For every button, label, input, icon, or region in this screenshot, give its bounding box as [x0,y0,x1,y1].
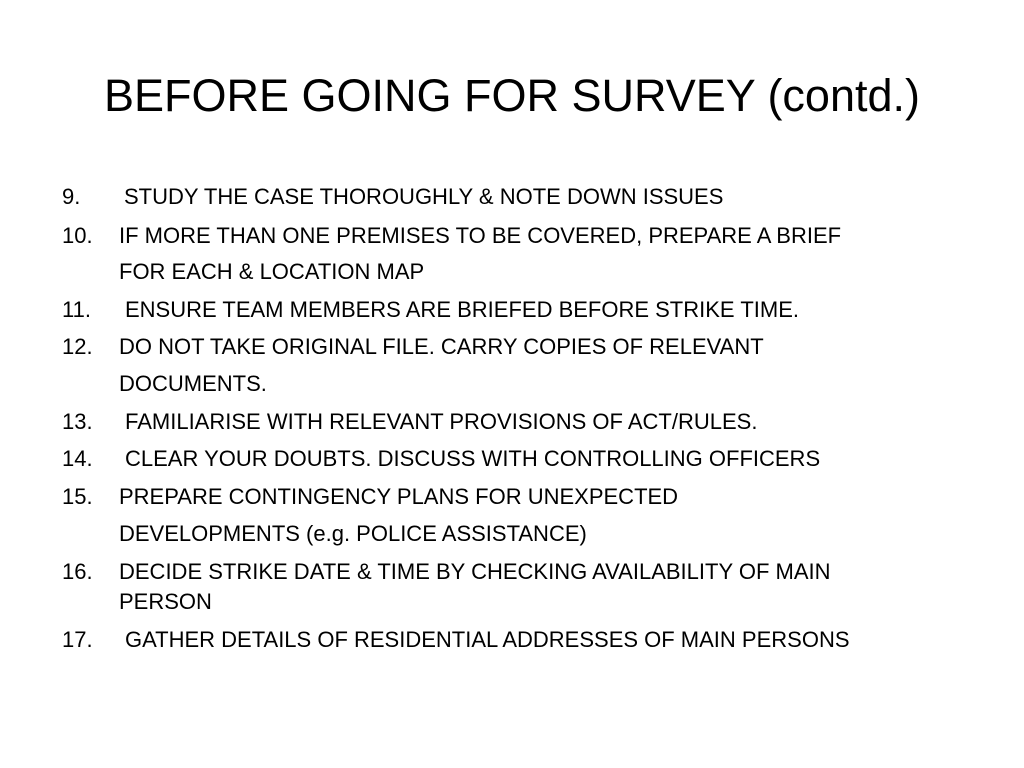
list-item-number: 17. [62,627,93,652]
list-item-text: PERSON [119,589,212,614]
list-item-number: 14. [62,446,93,471]
list-item-text: CLEAR YOUR DOUBTS. DISCUSS WITH CONTROLLING OFFICERS [125,446,821,471]
list-item-text: DEVELOPMENTS (e.g. POLICE ASSISTANCE) [119,521,587,546]
list-item-text: PREPARE CONTINGENCY PLANS FOR UNEXPECTED [119,484,679,509]
list-item-text: STUDY THE CASE THOROUGHLY & NOTE DOWN ISSUES [124,184,724,209]
list-item-text: DOCUMENTS. [119,371,267,396]
slide-title: BEFORE GOING FOR SURVEY (contd.) [103,70,921,121]
list-item-number: 10. [62,223,93,248]
list-item-text: DO NOT TAKE ORIGINAL FILE. CARRY COPIES OF RELEVANT [119,334,764,359]
list-item-number: 15. [62,484,93,509]
list-item-number: 13. [62,409,93,434]
list-item-number: 11. [62,297,91,322]
list-item-number: 12. [62,334,93,359]
list-item-text: GATHER DETAILS OF RESIDENTIAL ADDRESSES OF MAIN PERSONS [125,627,850,652]
list-item-text: IF MORE THAN ONE PREMISES TO BE COVERED, PREPARE A BRIEF [119,223,842,248]
list-item-number: 16. [62,559,93,584]
list-item-text: FAMILIARISE WITH RELEVANT PROVISIONS OF ACT/RULES. [125,409,758,434]
list-item-text: DECIDE STRIKE DATE & TIME BY CHECKING AVAILABILITY OF MAIN [119,559,831,584]
list-item-text: ENSURE TEAM MEMBERS ARE BRIEFED BEFORE STRIKE TIME. [125,297,799,322]
list-item-number: 9. [62,184,81,209]
list-item-text: FOR EACH & LOCATION MAP [119,259,425,284]
